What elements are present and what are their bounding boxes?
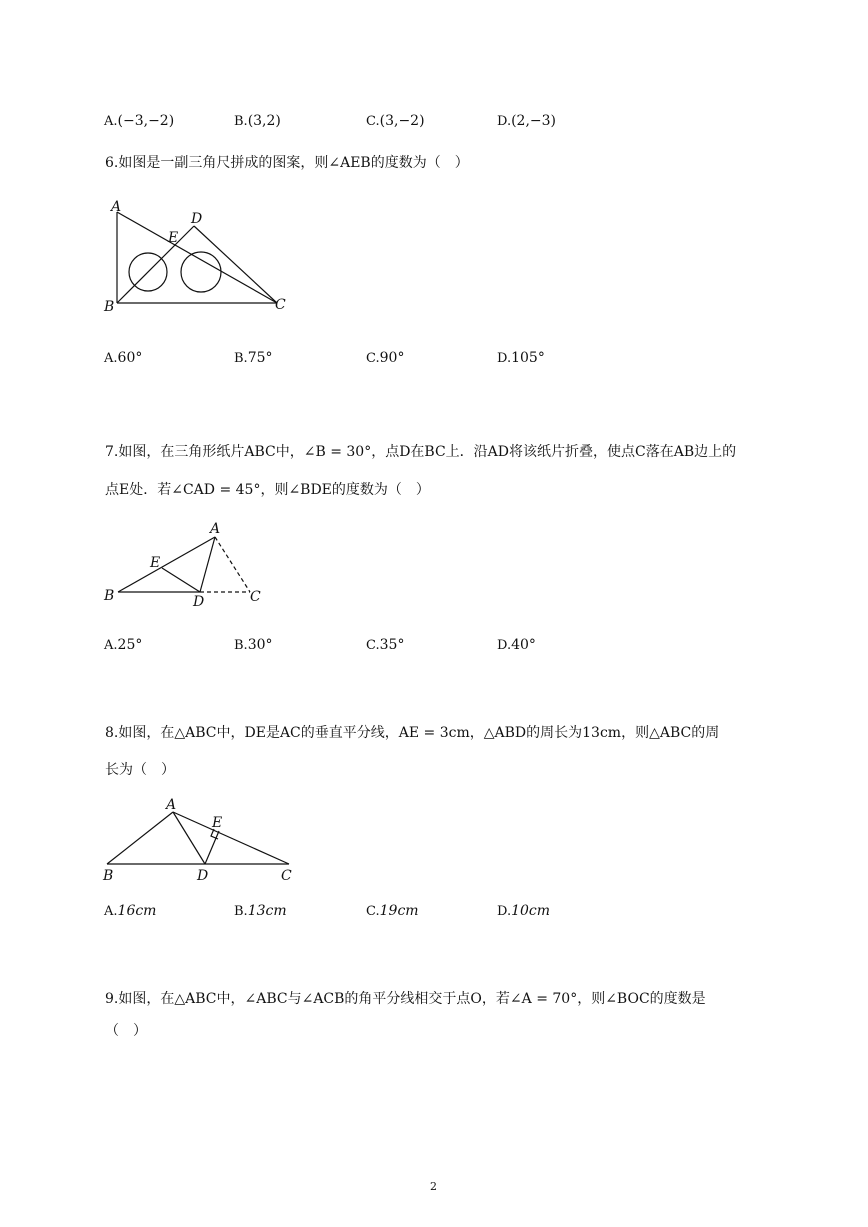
q5-option-d: D.(2,−3) (497, 113, 557, 129)
q8-stem-line1: 8.如图，在△ABC中，DE是AC的垂直平分线，AE = 3cm，△ABD的周长为13cm，则△ABC的周 (105, 725, 720, 741)
q8-line-ac (173, 812, 289, 864)
q7-option-d: D.40° (497, 637, 536, 653)
q7-stem-line1: 7.如图，在三角形纸片ABC中，∠B = 30°，点D在BC上．沿AD将该纸片折叠，使点C落在AB边上的 (105, 444, 737, 460)
q7-label-b: B (104, 588, 115, 604)
q8-label-d: D (197, 868, 209, 884)
q5-option-c: C.(3,−2) (366, 113, 425, 129)
q9-stem-line1: 9.如图，在△ABC中，∠ABC与∠ACB的角平分线相交于点O，若∠A = 70°，则∠BOC的度数是 (105, 991, 706, 1007)
q8-option-b: B.13cm (234, 903, 287, 919)
q6-label-b: B (104, 299, 115, 315)
q5-option-b: B.(3,2) (234, 113, 281, 129)
page-number: 2 (430, 1180, 437, 1193)
q5-option-a: A.(−3,−2) (104, 113, 175, 129)
q6-label-c: C (275, 297, 286, 313)
q6-circle-right (181, 252, 221, 292)
q8-line-ba (107, 812, 173, 864)
q6-option-c: C.90° (366, 350, 405, 366)
q7-line-ed (162, 568, 200, 592)
q7-option-a: A.25° (104, 637, 143, 653)
q8-label-c: C (281, 868, 292, 884)
q8-stem-line2: 长为（ ） (105, 762, 175, 778)
q7-option-c: C.35° (366, 637, 405, 653)
q6-label-a: A (111, 199, 122, 215)
q7-label-e: E (150, 555, 161, 571)
q7-option-b: B.30° (234, 637, 273, 653)
q6-label-e: E (168, 230, 179, 246)
q8-label-a: A (166, 797, 177, 813)
q8-option-a: A.16cm (104, 903, 157, 919)
q8-option-d: D.10cm (497, 903, 551, 919)
q7-line-ac-dashed (215, 537, 250, 592)
q8-option-c: C.19cm (366, 903, 419, 919)
q8-label-e: E (212, 815, 223, 831)
q7-label-d: D (193, 594, 205, 610)
q7-label-c: C (250, 589, 261, 605)
q7-line-ba (118, 537, 215, 592)
q7-stem-line2: 点E处．若∠CAD = 45°，则∠BDE的度数为（ ） (105, 482, 430, 498)
q6-option-b: B.75° (234, 350, 273, 366)
q7-figure (100, 520, 280, 610)
q6-label-d: D (191, 211, 203, 227)
q6-option-a: A.60° (104, 350, 143, 366)
q7-line-ad (200, 537, 215, 592)
q6-stem: 6.如图是一副三角尺拼成的图案，则∠AEB的度数为（ ） (105, 155, 469, 171)
q6-figure (100, 195, 300, 320)
q8-figure (100, 795, 305, 890)
q9-stem-line2: （ ） (105, 1023, 147, 1039)
q8-label-b: B (103, 868, 114, 884)
q7-label-a: A (210, 521, 221, 537)
q6-option-d: D.105° (497, 350, 545, 366)
